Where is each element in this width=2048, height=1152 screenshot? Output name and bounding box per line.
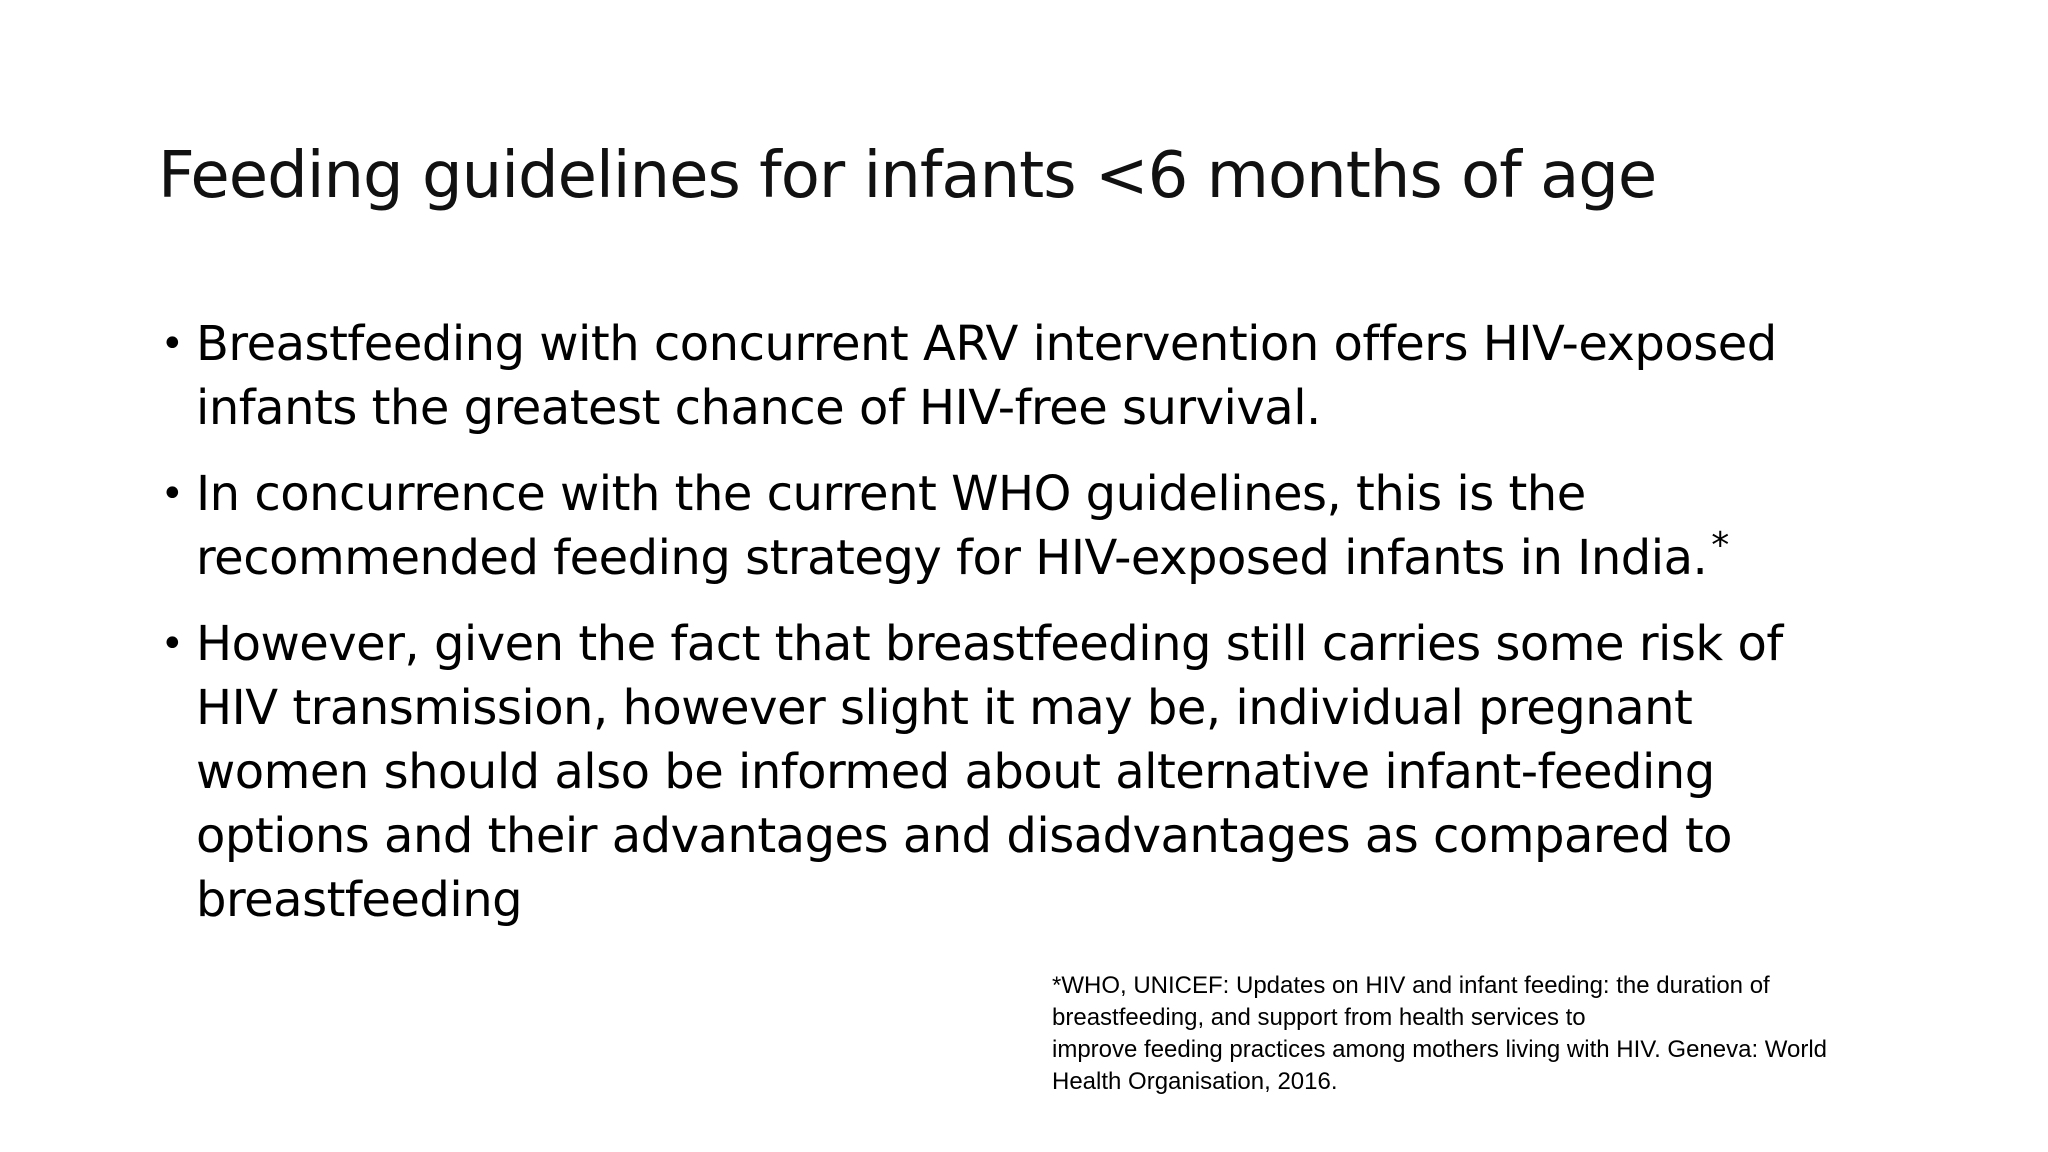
footnote	[1052, 970, 1952, 1098]
bullet-text-line: In concurrence with the current WHO guidelines, this is the	[196, 466, 1586, 522]
footnote-line: improve feeding practices among mothers living with HIV. Geneva: World	[1052, 1036, 1828, 1063]
footnote-line: breastfeeding, and support from health services to	[1052, 1004, 1586, 1031]
bullet-item	[158, 312, 1858, 440]
bullet-dot-icon: •	[160, 471, 184, 517]
bullet-text-line: Breastfeeding with concurrent ARV intervention offers HIV-exposed	[196, 316, 1777, 372]
footnote-line: *WHO, UNICEF: Updates on HIV and infant feeding: the duration of	[1052, 972, 1770, 999]
bullet-list	[158, 312, 1858, 954]
bullet-text-line: options and their advantages and disadvantages as compared to	[196, 808, 1733, 864]
bullet-item	[158, 462, 1858, 590]
bullet-dot-icon: •	[160, 621, 184, 667]
bullet-text-line: breastfeeding	[196, 872, 523, 928]
footnote-line: Health Organisation, 2016.	[1052, 1068, 1338, 1095]
bullet-text-line: infants the greatest chance of HIV-free survival.	[196, 380, 1321, 436]
bullet-dot-icon: •	[160, 321, 184, 367]
bullet-item	[158, 612, 1858, 932]
bullet-text-line-with-marker: recommended feeding strategy for HIV-exposed infants in India. *	[196, 525, 1729, 586]
slide-title: Feeding guidelines for infants <6 months of age	[158, 139, 1657, 213]
bullet-text: recommended feeding strategy for HIV-exposed infants in India.	[196, 530, 1708, 586]
bullet-text-line: However, given the fact that breastfeeding still carries some risk of	[196, 616, 1783, 672]
bullet-text-line: HIV transmission, however slight it may be, individual pregnant	[196, 680, 1693, 736]
bullet-text-line: women should also be informed about alternative infant-feeding	[196, 744, 1715, 800]
